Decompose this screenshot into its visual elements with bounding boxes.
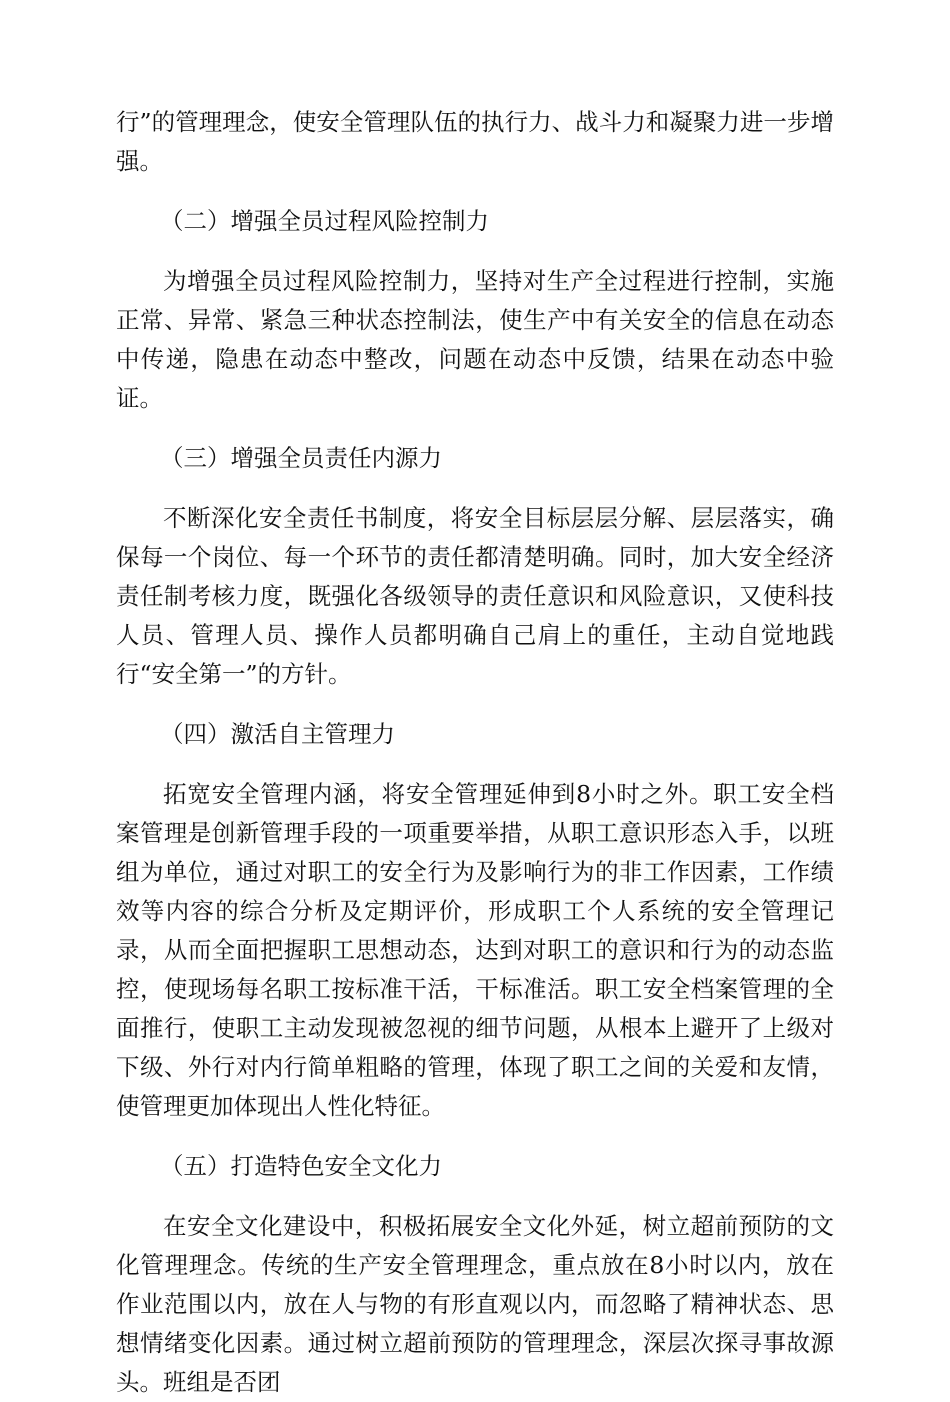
continuation-paragraph: 行”的管理理念，使安全管理队伍的执行力、战斗力和凝聚力进一步增强。	[116, 108, 834, 175]
body-paragraph: 不断深化安全责任书制度，将安全目标层层分解、层层落实，确保每一个岗位、每一个环节的责任都清楚明确。同时，加大安全经济责任制考核力度，既强化各级领导的责任意识和风险意识，又使科技人员、管理人员、操作人员都明确自己肩上的重任，主动自觉地践行“安全第一”的方针。	[116, 504, 834, 688]
section-heading-2: （二）增强全员过程风险控制力	[160, 207, 489, 235]
body-paragraph: 在安全文化建设中，积极拓展安全文化外延，树立超前预防的文化管理理念。传统的生产安全管理理念，重点放在8小时以内，放在作业范围以内，放在人与物的有形直观以内，而忽略了精神状态、思想情绪变化因素。通过树立超前预防的管理理念，深层次探寻事故源头。班组是否团	[116, 1212, 834, 1396]
section-heading-5: （五）打造特色安全文化力	[160, 1152, 442, 1180]
body-paragraph: 拓宽安全管理内涵，将安全管理延伸到8小时之外。职工安全档案管理是创新管理手段的一项重要举措，从职工意识形态入手，以班组为单位，通过对职工的安全行为及影响行为的非工作因素，工作绩效等内容的综合分析及定期评价，形成职工个人系统的安全管理记录，从而全面把握职工思想动态，达到对职工的意识和行为的动态监控，使现场每名职工按标准干活，干标准活。职工安全档案管理的全面推行，使职工主动发现被忽视的细节问题，从根本上避开了上级对下级、外行对内行简单粗略的管理，体现了职工之间的关爱和友情，使管理更加体现出人性化特征。	[116, 780, 834, 1120]
body-paragraph: 为增强全员过程风险控制力，坚持对生产全过程进行控制，实施正常、异常、紧急三种状态控制法，使生产中有关安全的信息在动态中传递，隐患在动态中整改，问题在动态中反馈，结果在动态中验证。	[116, 267, 834, 412]
section-heading-3: （三）增强全员责任内源力	[160, 444, 442, 472]
document-page	[116, 103, 834, 1402]
section-heading-4: （四）激活自主管理力	[160, 720, 395, 748]
